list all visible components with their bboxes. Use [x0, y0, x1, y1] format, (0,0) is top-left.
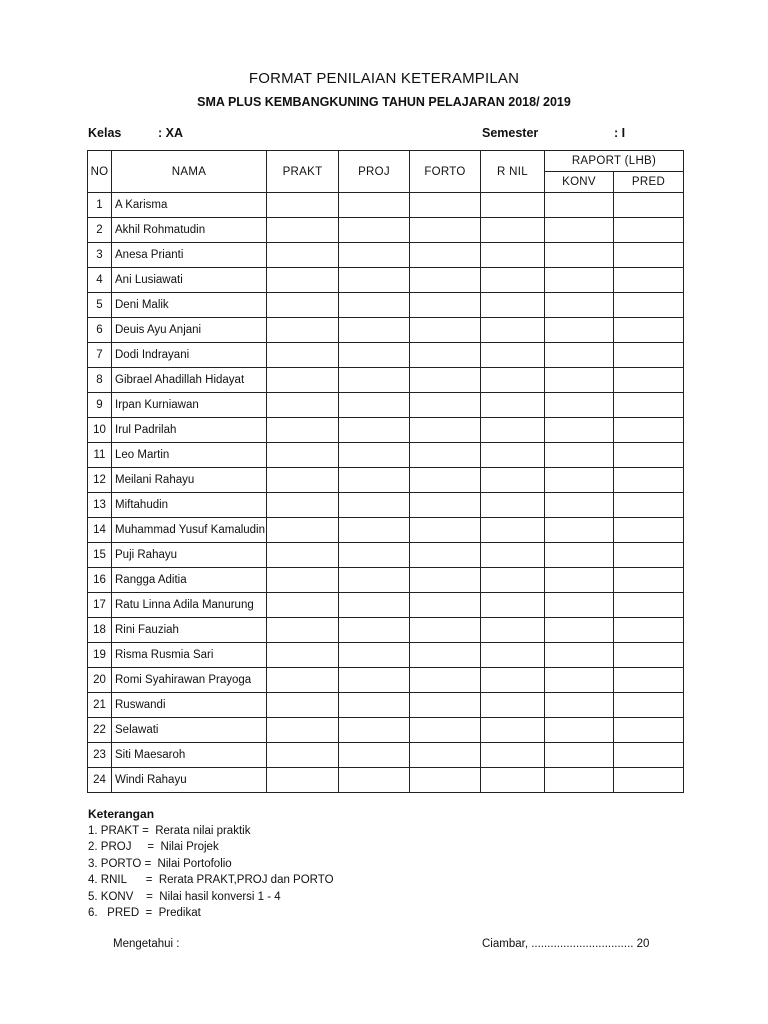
pred-cell[interactable] [614, 668, 684, 693]
notes-line: 4. RNIL = Rerata PRAKT,PROJ dan PORTO [88, 874, 334, 886]
rnil-cell[interactable] [481, 243, 545, 268]
proj-cell[interactable] [339, 543, 410, 568]
proj-cell[interactable] [339, 368, 410, 393]
student-name: Risma Rusmia Sari [112, 643, 267, 668]
pred-cell[interactable] [614, 618, 684, 643]
row-number: 16 [88, 568, 112, 593]
konv-cell[interactable] [545, 268, 614, 293]
header-prakt: PRAKT [267, 151, 339, 193]
konv-cell[interactable] [545, 718, 614, 743]
pred-cell[interactable] [614, 718, 684, 743]
pred-cell[interactable] [614, 768, 684, 793]
header-forto: FORTO [410, 151, 481, 193]
prakt-cell[interactable] [267, 593, 339, 618]
konv-cell[interactable] [545, 693, 614, 718]
konv-cell[interactable] [545, 243, 614, 268]
forto-cell[interactable] [410, 593, 481, 618]
header-proj: PROJ [339, 151, 410, 193]
row-number: 6 [88, 318, 112, 343]
row-number: 8 [88, 368, 112, 393]
table-row [88, 418, 684, 443]
pred-cell[interactable] [614, 593, 684, 618]
pred-cell[interactable] [614, 518, 684, 543]
proj-cell[interactable] [339, 468, 410, 493]
proj-cell[interactable] [339, 643, 410, 668]
student-name: Akhil Rohmatudin [112, 218, 267, 243]
konv-cell[interactable] [545, 543, 614, 568]
student-name: Siti Maesaroh [112, 743, 267, 768]
rnil-cell[interactable] [481, 218, 545, 243]
row-number: 4 [88, 268, 112, 293]
rnil-cell[interactable] [481, 443, 545, 468]
rnil-cell[interactable] [481, 668, 545, 693]
kelas-label: Kelas [88, 126, 122, 140]
prakt-cell[interactable] [267, 493, 339, 518]
forto-cell[interactable] [410, 718, 481, 743]
prakt-cell[interactable] [267, 268, 339, 293]
prakt-cell[interactable] [267, 768, 339, 793]
prakt-cell[interactable] [267, 368, 339, 393]
footer-acknowledgement: Mengetahui : [113, 938, 180, 950]
row-number: 23 [88, 743, 112, 768]
student-name: Deuis Ayu Anjani [112, 318, 267, 343]
table-row [88, 493, 684, 518]
table-row [88, 218, 684, 243]
forto-cell[interactable] [410, 468, 481, 493]
student-name: Puji Rahayu [112, 543, 267, 568]
pred-cell[interactable] [614, 393, 684, 418]
prakt-cell[interactable] [267, 418, 339, 443]
forto-cell[interactable] [410, 693, 481, 718]
rnil-cell[interactable] [481, 343, 545, 368]
rnil-cell[interactable] [481, 193, 545, 218]
rnil-cell[interactable] [481, 768, 545, 793]
konv-cell[interactable] [545, 218, 614, 243]
assessment-table [87, 150, 684, 793]
notes-line: 6. PRED = Predikat [88, 907, 201, 919]
prakt-cell[interactable] [267, 518, 339, 543]
row-number: 3 [88, 243, 112, 268]
header-raport: RAPORT (LHB) [545, 151, 684, 172]
rnil-cell[interactable] [481, 418, 545, 443]
forto-cell[interactable] [410, 318, 481, 343]
student-name: Rini Fauziah [112, 618, 267, 643]
rnil-cell[interactable] [481, 368, 545, 393]
table-row [88, 318, 684, 343]
proj-cell[interactable] [339, 718, 410, 743]
student-name: A Karisma [112, 193, 267, 218]
proj-cell[interactable] [339, 293, 410, 318]
student-name: Meilani Rahayu [112, 468, 267, 493]
proj-cell[interactable] [339, 193, 410, 218]
prakt-cell[interactable] [267, 718, 339, 743]
prakt-cell[interactable] [267, 443, 339, 468]
konv-cell[interactable] [545, 368, 614, 393]
row-number: 7 [88, 343, 112, 368]
table-row [88, 368, 684, 393]
notes-line: 1. PRAKT = Rerata nilai praktik [88, 824, 251, 837]
pred-cell[interactable] [614, 218, 684, 243]
prakt-cell[interactable] [267, 318, 339, 343]
forto-cell[interactable] [410, 743, 481, 768]
row-number: 24 [88, 768, 112, 793]
proj-cell[interactable] [339, 393, 410, 418]
pred-cell[interactable] [614, 643, 684, 668]
prakt-cell[interactable] [267, 343, 339, 368]
row-number: 11 [88, 443, 112, 468]
row-number: 1 [88, 193, 112, 218]
prakt-cell[interactable] [267, 668, 339, 693]
forto-cell[interactable] [410, 418, 481, 443]
header-nama: NAMA [112, 151, 267, 193]
student-name: Windi Rahayu [112, 768, 267, 793]
table-row [88, 768, 684, 793]
student-name: Irpan Kurniawan [112, 393, 267, 418]
pred-cell[interactable] [614, 493, 684, 518]
rnil-cell[interactable] [481, 293, 545, 318]
table-row [88, 268, 684, 293]
forto-cell[interactable] [410, 643, 481, 668]
forto-cell[interactable] [410, 493, 481, 518]
proj-cell[interactable] [339, 593, 410, 618]
table-body [88, 193, 684, 793]
forto-cell[interactable] [410, 443, 481, 468]
row-number: 2 [88, 218, 112, 243]
row-number: 15 [88, 543, 112, 568]
konv-cell[interactable] [545, 743, 614, 768]
proj-cell[interactable] [339, 268, 410, 293]
proj-cell[interactable] [339, 518, 410, 543]
student-name: Anesa Prianti [112, 243, 267, 268]
rnil-cell[interactable] [481, 318, 545, 343]
prakt-cell[interactable] [267, 218, 339, 243]
table-row [88, 443, 684, 468]
table-row [88, 343, 684, 368]
table-row [88, 743, 684, 768]
proj-cell[interactable] [339, 668, 410, 693]
prakt-cell[interactable] [267, 293, 339, 318]
table-row [88, 668, 684, 693]
rnil-cell[interactable] [481, 568, 545, 593]
forto-cell[interactable] [410, 568, 481, 593]
rnil-cell[interactable] [481, 693, 545, 718]
header-rnil: R NIL [481, 151, 545, 193]
konv-cell[interactable] [545, 318, 614, 343]
row-number: 9 [88, 393, 112, 418]
student-name: Leo Martin [112, 443, 267, 468]
table-row [88, 393, 684, 418]
pred-cell[interactable] [614, 543, 684, 568]
proj-cell[interactable] [339, 343, 410, 368]
konv-cell[interactable] [545, 643, 614, 668]
konv-cell[interactable] [545, 418, 614, 443]
forto-cell[interactable] [410, 393, 481, 418]
forto-cell[interactable] [410, 218, 481, 243]
prakt-cell[interactable] [267, 193, 339, 218]
konv-cell[interactable] [545, 768, 614, 793]
footer-place-date: Ciambar, ................................ 20 [482, 938, 650, 950]
table-row [88, 243, 684, 268]
pred-cell[interactable] [614, 293, 684, 318]
pred-cell[interactable] [614, 318, 684, 343]
rnil-cell[interactable] [481, 543, 545, 568]
forto-cell[interactable] [410, 768, 481, 793]
rnil-cell[interactable] [481, 743, 545, 768]
notes-line: 5. KONV = Nilai hasil konversi 1 - 4 [88, 890, 281, 903]
rnil-cell[interactable] [481, 618, 545, 643]
forto-cell[interactable] [410, 518, 481, 543]
student-name: Muhammad Yusuf Kamaludin [112, 518, 267, 543]
row-number: 12 [88, 468, 112, 493]
document-title: FORMAT PENILAIAN KETERAMPILAN [248, 70, 520, 87]
notes-list [88, 823, 334, 922]
table-row [88, 193, 684, 218]
student-name: Irul Padrilah [112, 418, 267, 443]
pred-cell[interactable] [614, 743, 684, 768]
prakt-cell[interactable] [267, 243, 339, 268]
row-number: 19 [88, 643, 112, 668]
pred-cell[interactable] [614, 243, 684, 268]
prakt-cell[interactable] [267, 543, 339, 568]
forto-cell[interactable] [410, 343, 481, 368]
table-row [88, 543, 684, 568]
forto-cell[interactable] [410, 668, 481, 693]
rnil-cell[interactable] [481, 468, 545, 493]
prakt-cell[interactable] [267, 568, 339, 593]
rnil-cell[interactable] [481, 268, 545, 293]
pred-cell[interactable] [614, 343, 684, 368]
student-name: Rangga Aditia [112, 568, 267, 593]
forto-cell[interactable] [410, 243, 481, 268]
forto-cell[interactable] [410, 268, 481, 293]
student-name: Ratu Linna Adila Manurung [112, 593, 267, 618]
notes-line: 2. PROJ = Nilai Projek [88, 841, 219, 853]
student-name: Ani Lusiawati [112, 268, 267, 293]
proj-cell[interactable] [339, 618, 410, 643]
table-row [88, 693, 684, 718]
konv-cell[interactable] [545, 568, 614, 593]
rnil-cell[interactable] [481, 493, 545, 518]
konv-cell[interactable] [545, 193, 614, 218]
proj-cell[interactable] [339, 768, 410, 793]
prakt-cell[interactable] [267, 693, 339, 718]
row-number: 5 [88, 293, 112, 318]
konv-cell[interactable] [545, 443, 614, 468]
pred-cell[interactable] [614, 468, 684, 493]
student-name: Ruswandi [112, 693, 267, 718]
proj-cell[interactable] [339, 243, 410, 268]
rnil-cell[interactable] [481, 718, 545, 743]
rnil-cell[interactable] [481, 518, 545, 543]
notes-section [88, 806, 334, 922]
row-number: 14 [88, 518, 112, 543]
semester-value: : I [614, 126, 626, 140]
konv-cell[interactable] [545, 618, 614, 643]
proj-cell[interactable] [339, 218, 410, 243]
pred-cell[interactable] [614, 443, 684, 468]
table-row [88, 568, 684, 593]
forto-cell[interactable] [410, 368, 481, 393]
notes-heading: Keterangan [88, 807, 155, 821]
konv-cell[interactable] [545, 593, 614, 618]
prakt-cell[interactable] [267, 643, 339, 668]
pred-cell[interactable] [614, 693, 684, 718]
pred-cell[interactable] [614, 193, 684, 218]
document-subtitle: SMA PLUS KEMBANGKUNING TAHUN PELAJARAN 2018/ 2019 [197, 95, 571, 109]
konv-cell[interactable] [545, 343, 614, 368]
proj-cell[interactable] [339, 568, 410, 593]
konv-cell[interactable] [545, 293, 614, 318]
proj-cell[interactable] [339, 693, 410, 718]
student-name: Miftahudin [112, 493, 267, 518]
konv-cell[interactable] [545, 668, 614, 693]
student-name: Romi Syahirawan Prayoga [112, 668, 267, 693]
forto-cell[interactable] [410, 618, 481, 643]
student-name: Dodi Indrayani [112, 343, 267, 368]
row-number: 20 [88, 668, 112, 693]
row-number: 18 [88, 618, 112, 643]
prakt-cell[interactable] [267, 393, 339, 418]
table-row [88, 643, 684, 668]
row-number: 22 [88, 718, 112, 743]
rnil-cell[interactable] [481, 593, 545, 618]
student-name: Deni Malik [112, 293, 267, 318]
table-row [88, 618, 684, 643]
row-number: 17 [88, 593, 112, 618]
forto-cell[interactable] [410, 543, 481, 568]
table-row [88, 718, 684, 743]
pred-cell[interactable] [614, 268, 684, 293]
proj-cell[interactable] [339, 493, 410, 518]
pred-cell[interactable] [614, 368, 684, 393]
kelas-value: : XA [158, 126, 183, 140]
table-row [88, 468, 684, 493]
student-name: Selawati [112, 718, 267, 743]
row-number: 10 [88, 418, 112, 443]
header-konv: KONV [545, 172, 614, 193]
pred-cell[interactable] [614, 568, 684, 593]
notes-line: 3. PORTO = Nilai Portofolio [88, 857, 232, 870]
konv-cell[interactable] [545, 518, 614, 543]
proj-cell[interactable] [339, 418, 410, 443]
forto-cell[interactable] [410, 293, 481, 318]
rnil-cell[interactable] [481, 643, 545, 668]
forto-cell[interactable] [410, 193, 481, 218]
student-name: Gibrael Ahadillah Hidayat [112, 368, 267, 393]
table-row [88, 293, 684, 318]
rnil-cell[interactable] [481, 393, 545, 418]
konv-cell[interactable] [545, 393, 614, 418]
proj-cell[interactable] [339, 443, 410, 468]
prakt-cell[interactable] [267, 743, 339, 768]
prakt-cell[interactable] [267, 618, 339, 643]
proj-cell[interactable] [339, 318, 410, 343]
table-row [88, 518, 684, 543]
row-number: 21 [88, 693, 112, 718]
konv-cell[interactable] [545, 493, 614, 518]
header-pred: PRED [614, 172, 684, 193]
pred-cell[interactable] [614, 418, 684, 443]
header-no: NO [88, 151, 112, 193]
proj-cell[interactable] [339, 743, 410, 768]
konv-cell[interactable] [545, 468, 614, 493]
row-number: 13 [88, 493, 112, 518]
prakt-cell[interactable] [267, 468, 339, 493]
table-row [88, 593, 684, 618]
semester-label: Semester [482, 126, 539, 140]
